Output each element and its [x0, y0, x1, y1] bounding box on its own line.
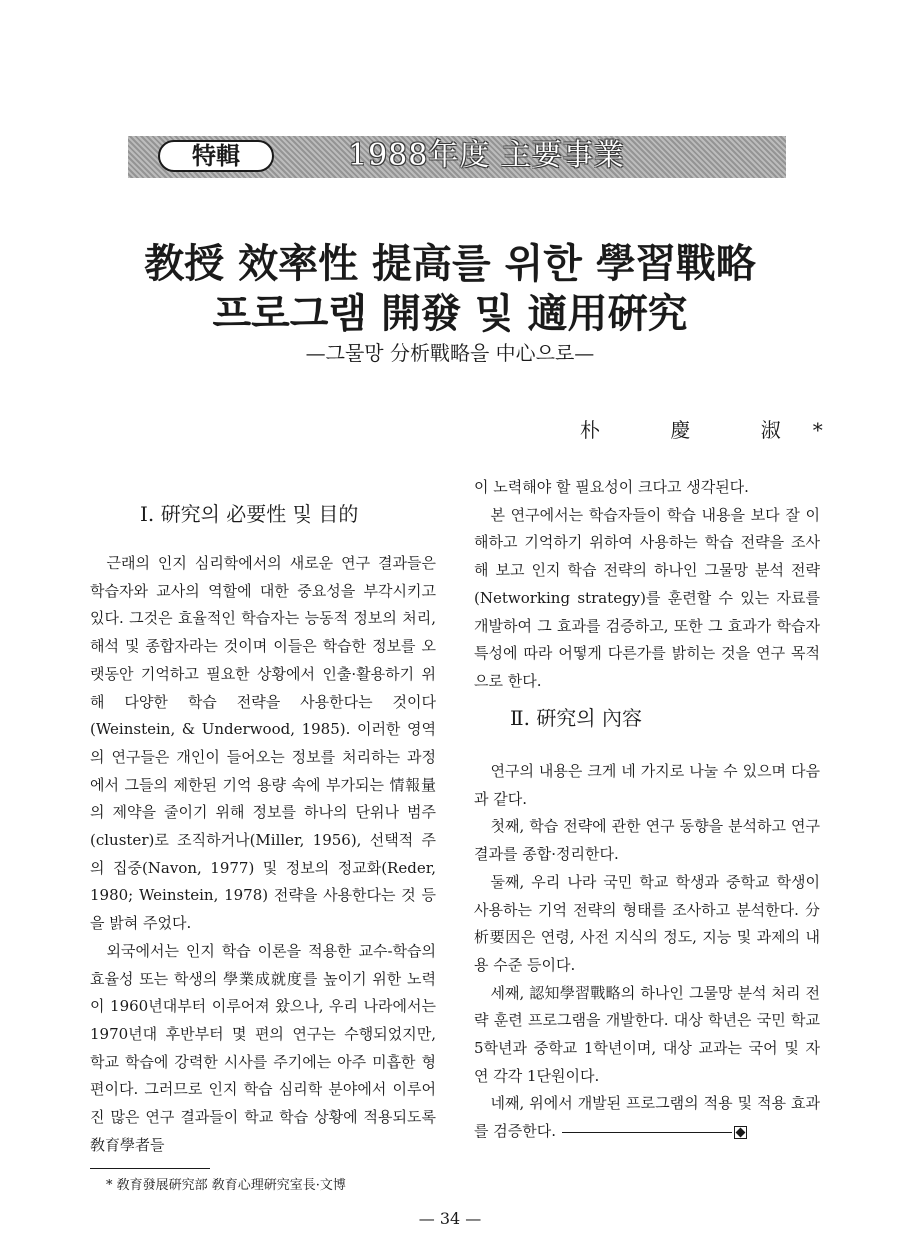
banner-title: 1988年度 主要事業 — [348, 138, 625, 173]
author-name: 朴 慶 淑* — [580, 418, 855, 442]
special-feature-banner — [128, 136, 786, 178]
section-1-paragraph-1: 근래의 인지 심리학에서의 새로운 연구 결과들은 학습자와 교사의 역할에 대한 중요성을 부각시키고 있다. 그것은 효율적인 학습자는 능동적 정보의 처리, 해석 및 종합자라는 것이며 이들은 학습한 정보를 오랫동안 기억하고 필요한 상황에서 인출·활용하기 위해 다양한 학습 전략을 사용한다는 것이다(Weinstein, & Underwood, 1985). 이러한 영역의 연구들은 개인이 들어오는 정보를 처리하는 과정에서 그들의 제한된 기억 용량 속에 부가되는 情報量의 제약을 줄이기 위해 정보를 하나의 단위나 범주(cluster)로 조직하거나(Miller, 1956), 선택적 주의 집중(Navon, 1977) 및 정보의 정교화(Reder, 1980; Weinstein, 1978) 전략을 사용한다는 것 등을 밝혀 주었다. — [90, 554, 436, 933]
section-2-paragraph-5 — [474, 1090, 820, 1145]
section-1-heading: Ⅰ. 硏究의 必要性 및 目的 — [140, 502, 359, 526]
footnote: * 敎育發展硏究部 敎育心理硏究室長·文博 — [106, 1178, 346, 1193]
section-1-paragraph-2: 외국에서는 인지 학습 이론을 적용한 교수-학습의 효율성 또는 학생의 學業成就度를 높이기 위한 노력이 1960년대부터 이루어져 왔으나, 우리 나라에서는 1970년대 후반부터 몇 편의 연구는 수행되었지만, 학교 학습에 강력한 시사를 주기에는 아주 미흡한 형편이다. 그러므로 인지 학습 심리학 분야에서 이루어진 많은 연구 결과들이 학교 학습 상황에 적용되도록 敎育學者들 — [90, 941, 436, 1154]
section-2-paragraph-4: 세째, 認知學習戰略의 하나인 그물망 분석 처리 전략 훈련 프로그램을 개발한다. 대상 학년은 국민 학교 5학년과 중학교 1학년이며, 대상 교과는 국어 및 자연 각각 1단원이다. — [474, 983, 820, 1085]
section-2-paragraph-5-text: 네째, 위에서 개발된 프로그램의 적용 및 적용 효과를 검증한다. — [474, 1094, 820, 1141]
section-2-heading: Ⅱ. 硏究의 內容 — [510, 706, 642, 730]
footnote-rule — [90, 1168, 210, 1169]
feature-tag: 特輯 — [158, 140, 274, 172]
right-column-top — [474, 474, 820, 696]
section-1-paragraph-2-continued: 이 노력해야 할 필요성이 크다고 생각된다. — [474, 478, 749, 496]
section-2-paragraph-1: 연구의 내용은 크게 네 가지로 나눌 수 있으며 다음과 같다. — [474, 762, 820, 808]
article-subtitle: —그물망 分析戰略을 中心으로— — [305, 341, 595, 365]
article-title-line2: 프로그램 開發 및 適用硏究 — [212, 290, 688, 337]
page-number: — 34 — — [418, 1209, 482, 1228]
section-2-paragraph-3: 둘째, 우리 나라 국민 학교 학생과 중학교 학생이 사용하는 기억 전략의 형태를 조사하고 분석한다. 分析要因은 연령, 사전 지식의 정도, 지능 및 과제의 내용 수준 등이다. — [474, 872, 820, 974]
end-rule — [562, 1132, 732, 1133]
left-column — [90, 550, 436, 1159]
section-1-paragraph-3: 본 연구에서는 학습자들이 학습 내용을 보다 잘 이해하고 기억하기 위하여 사용하는 학습 전략을 조사해 보고 인지 학습 전략의 하나인 그물망 분석 전략(Networking strategy)를 훈련할 수 있는 자료를 개발하여 그 효과를 검증하고, 또한 그 효과가 학습자 특성에 따라 어떻게 다른가를 밝히는 것을 연구 목적으로 한다. — [474, 505, 820, 690]
end-of-article-icon — [734, 1126, 747, 1139]
article-title-line1: 教授 效率性 提高를 위한 學習戰略 — [144, 240, 756, 287]
section-2-paragraph-2: 첫째, 학습 전략에 관한 연구 동향을 분석하고 연구 결과를 종합·정리한다. — [474, 817, 820, 864]
right-column-bottom — [474, 758, 820, 1146]
